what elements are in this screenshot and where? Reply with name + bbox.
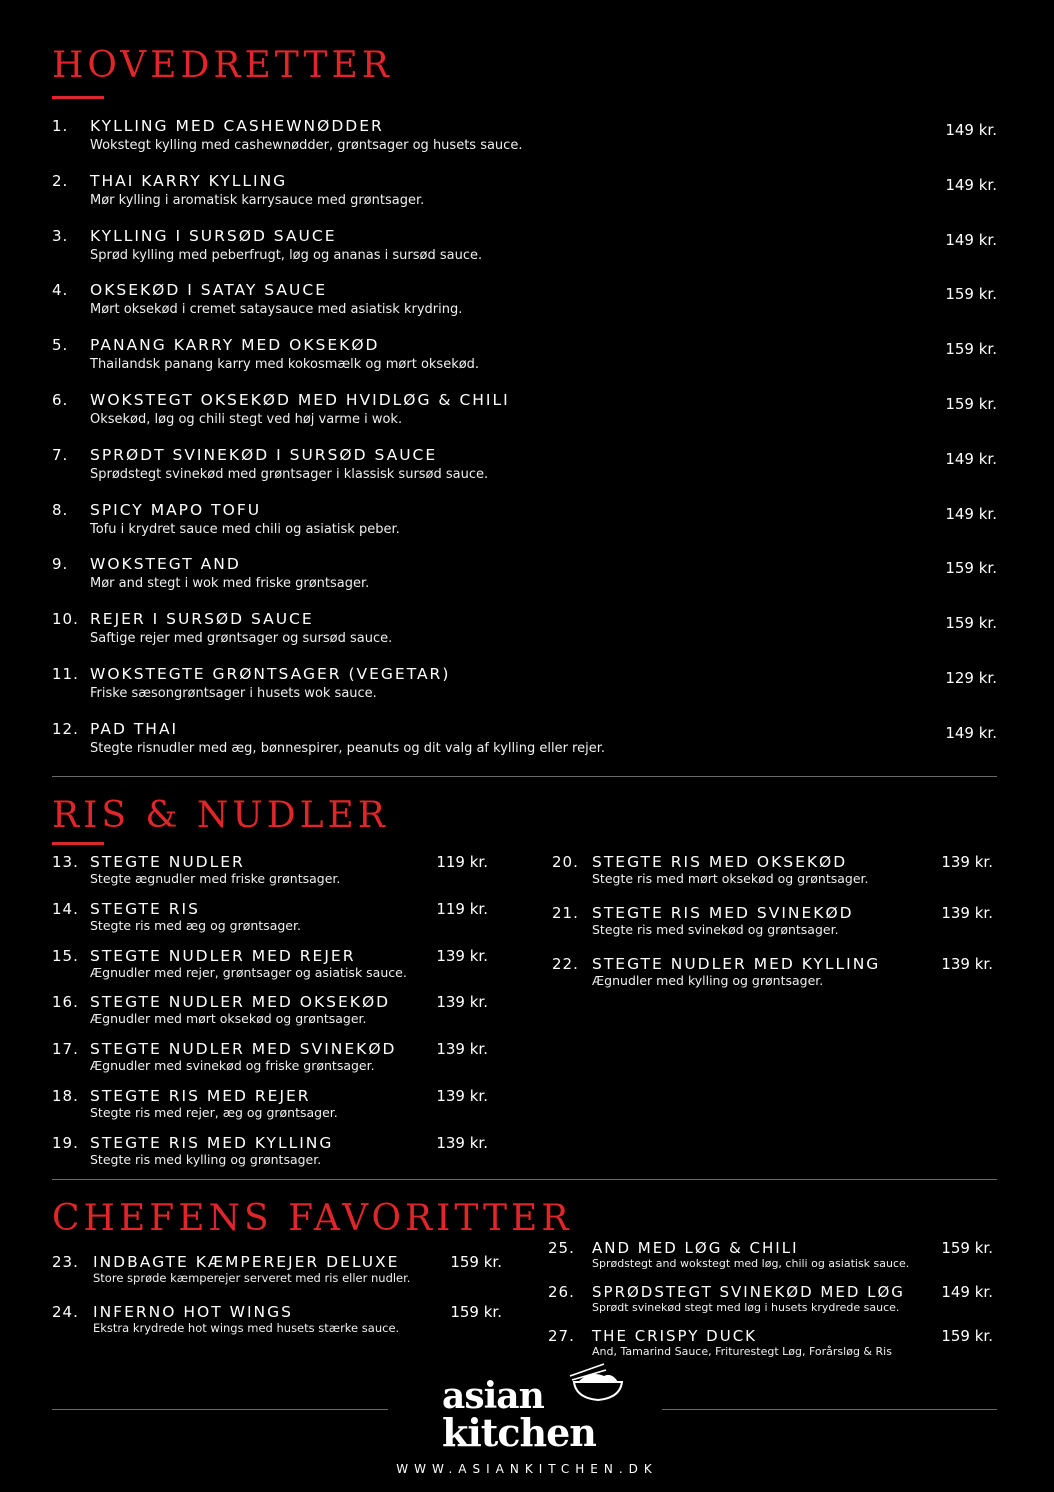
menu-item-number: 8. <box>52 500 69 519</box>
menu-item <box>52 667 997 707</box>
title-underline <box>52 842 104 845</box>
menu-item-name: THE CRISPY DUCK <box>592 1327 758 1345</box>
menu-item-price: 149 kr. <box>941 1283 993 1301</box>
menu-item-number: 10. <box>52 610 79 629</box>
menu-item-description: Wokstegt kylling med cashewnødder, grøntsager og husets sauce. <box>90 138 523 153</box>
menu-item <box>52 445 997 488</box>
menu-item-price: 159 kr. <box>450 1253 502 1271</box>
menu-item-price: 139 kr. <box>436 1040 488 1059</box>
menu-item-name: WOKSTEGTE GRØNTSAGER (VEGETAR) <box>90 665 451 683</box>
menu-item-price: 159 kr. <box>945 395 997 413</box>
menu-item-number: 7. <box>52 445 69 464</box>
menu-item-number: 22. <box>552 955 579 973</box>
menu-item-name: STEGTE NUDLER MED SVINEKØD <box>90 1040 397 1059</box>
menu-item-number: 5. <box>52 336 69 355</box>
logo-word-asian: asian <box>442 1375 544 1417</box>
menu-item-number: 18. <box>52 1087 79 1105</box>
divider <box>52 776 997 777</box>
menu-item-name: STEGTE RIS MED REJER <box>90 1087 311 1105</box>
logo-word-kitchen: kitchen <box>442 1410 596 1455</box>
menu-item-price: 159 kr. <box>945 559 997 578</box>
menu-item-price: 139 kr. <box>941 955 993 973</box>
menu-item <box>52 946 488 985</box>
menu-item-description: Sprød kylling med peberfrugt, løg og ananas i sursød sauce. <box>90 247 483 263</box>
menu-item <box>52 226 997 269</box>
menu-item-description: Ægnudler med svinekød og friske grøntsager. <box>90 1058 375 1074</box>
menu-item-price: 139 kr. <box>436 1133 488 1152</box>
menu-item <box>52 855 488 891</box>
menu-item <box>52 393 997 433</box>
menu-item-name: OKSEKØD I SATAY SAUCE <box>90 281 327 300</box>
menu-item <box>52 995 488 1031</box>
menu-item-price: 159 kr. <box>941 1239 993 1257</box>
menu-item-description: Stegte ris med kylling og grøntsager. <box>90 1151 322 1167</box>
menu-item-description: Stegte ris med rejer, æg og grøntsager. <box>90 1105 338 1120</box>
menu-item-description: Stegte risnudler med æg, bønnespirer, peanuts og dit valg af kylling eller rejer. <box>90 740 606 756</box>
menu-item-description: Thailandsk panang karry med kokosmælk og mørt oksekød. <box>90 357 480 373</box>
menu-item <box>552 957 993 997</box>
menu-item-price: 139 kr. <box>941 853 993 871</box>
menu-item-number: 3. <box>52 226 69 245</box>
menu-item-price: 119 kr. <box>436 853 488 871</box>
menu-item-name: INFERNO HOT WINGS <box>93 1303 293 1321</box>
menu-item-price: 119 kr. <box>436 899 488 918</box>
menu-item-description: Mør and stegt i wok med friske grøntsager. <box>90 576 370 592</box>
asian-kitchen-logo <box>420 1360 640 1460</box>
menu-item-name: AND MED LØG & CHILI <box>592 1239 799 1257</box>
menu-item <box>52 500 997 543</box>
menu-item-price: 159 kr. <box>945 285 997 304</box>
menu-item-name: STEGTE RIS MED OKSEKØD <box>592 853 848 871</box>
menu-item-number: 13. <box>52 853 79 871</box>
menu-item-number: 12. <box>52 719 79 738</box>
menu-item-name: PANANG KARRY MED OKSEKØD <box>90 336 380 355</box>
menu-item-number: 23. <box>52 1253 79 1271</box>
menu-item-name: STEGTE NUDLER <box>90 853 245 871</box>
menu-item-price: 149 kr. <box>945 121 997 139</box>
menu-item <box>552 906 993 946</box>
menu-item <box>52 171 997 214</box>
section-title-main: HOVEDRETTER <box>52 45 393 86</box>
menu-item-number: 11. <box>52 665 79 683</box>
menu-item-name: STEGTE RIS <box>90 899 200 918</box>
menu-item-description: Stegte ægnudler med friske grøntsager. <box>90 871 341 886</box>
menu-item <box>548 1285 993 1325</box>
menu-item <box>52 283 997 323</box>
menu-item-description: Mørt oksekød i cremet sataysauce med asiatisk krydring. <box>90 302 463 318</box>
menu-item <box>52 1133 488 1172</box>
menu-item-name: WOKSTEGT OKSEKØD MED HVIDLØG & CHILI <box>90 391 510 409</box>
menu-item <box>52 899 488 938</box>
menu-item-description: Stegte ris med æg og grøntsager. <box>90 917 301 933</box>
menu-item-description: Store sprøde kæmperejer serveret med ris eller nudler. <box>93 1271 411 1285</box>
menu-item-price: 149 kr. <box>945 504 997 523</box>
menu-item <box>52 719 997 762</box>
menu-item-name: THAI KARRY KYLLING <box>90 171 288 190</box>
menu-item-name: WOKSTEGT AND <box>90 555 241 574</box>
menu-item-price: 159 kr. <box>450 1303 502 1321</box>
title-underline <box>52 96 104 99</box>
menu-item-number: 15. <box>52 946 79 965</box>
menu-item-description: Oksekød, løg og chili stegt ved høj varme i wok. <box>90 412 403 427</box>
menu-item-number: 24. <box>52 1303 79 1321</box>
menu-item <box>548 1241 993 1281</box>
menu-item-description: Stegte ris med mørt oksekød og grøntsager. <box>592 871 869 886</box>
menu-item-name: STEGTE RIS MED KYLLING <box>90 1133 334 1152</box>
menu-item-description: Stegte ris med svinekød og grøntsager. <box>592 922 839 937</box>
menu-item-name: INDBAGTE KÆMPEREJER DELUXE <box>93 1253 400 1271</box>
menu-item-description: Sprødstegt and wokstegt med løg, chili og asiatisk sauce. <box>592 1257 910 1270</box>
menu-item-name: REJER I SURSØD SAUCE <box>90 610 314 629</box>
menu-item-number: 20. <box>552 853 579 871</box>
menu-item-description: Ægnudler med mørt oksekød og grøntsager. <box>90 1011 367 1027</box>
menu-item-description: Ægnudler med kylling og grøntsager. <box>592 973 824 988</box>
divider <box>52 1179 997 1180</box>
menu-item-description: Sprødstegt svinekød med grøntsager i klassisk sursød sauce. <box>90 466 489 482</box>
menu-item-number: 1. <box>52 117 69 135</box>
website-url: WWW.ASIANKITCHEN.DK <box>396 1462 658 1476</box>
menu-item-price: 149 kr. <box>945 175 997 194</box>
menu-item-number: 25. <box>548 1239 575 1257</box>
menu-item-name: STEGTE RIS MED SVINEKØD <box>592 904 854 922</box>
menu-item <box>52 1042 488 1078</box>
menu-item-name: KYLLING MED CASHEWNØDDER <box>90 117 384 135</box>
menu-item <box>552 855 993 895</box>
menu-item-name: KYLLING I SURSØD SAUCE <box>90 226 337 245</box>
menu-item-price: 129 kr. <box>945 669 997 687</box>
footer-divider-right <box>662 1409 997 1410</box>
menu-item-price: 159 kr. <box>941 1327 993 1345</box>
menu-item-description: And, Tamarind Sauce, Friturestegt Løg, Forårsløg & Ris <box>592 1345 892 1358</box>
section-title-ris: RIS & NUDLER <box>52 795 389 836</box>
menu-item-number: 21. <box>552 904 579 922</box>
menu-item-number: 16. <box>52 993 79 1012</box>
menu-item-description: Tofu i krydret sauce med chili og asiatisk peber. <box>90 521 400 537</box>
menu-item-description: Friske sæsongrøntsager i husets wok sauce. <box>90 686 377 701</box>
menu-item-name: STEGTE NUDLER MED OKSEKØD <box>90 993 391 1012</box>
menu-item-description: Mør kylling i aromatisk karrysauce med grøntsager. <box>90 192 425 208</box>
menu-item-number: 26. <box>548 1283 575 1301</box>
menu-item-price: 149 kr. <box>945 723 997 742</box>
menu-item-description: Sprødt svinekød stegt med løg i husets krydrede sauce. <box>592 1301 900 1314</box>
menu-item-number: 2. <box>52 171 69 190</box>
menu-item <box>52 1089 488 1125</box>
menu-item-price: 139 kr. <box>436 993 488 1012</box>
menu-item-price: 149 kr. <box>945 449 997 468</box>
menu-item <box>52 1305 502 1345</box>
menu-item-number: 14. <box>52 899 79 918</box>
menu-item-price: 159 kr. <box>945 614 997 633</box>
menu-item-price: 139 kr. <box>436 1087 488 1105</box>
menu-item-price: 139 kr. <box>436 946 488 965</box>
menu-item-description: Ekstra krydrede hot wings med husets stærke sauce. <box>93 1321 400 1335</box>
menu-item <box>52 119 997 159</box>
footer-divider-left <box>52 1409 388 1410</box>
menu-item-name: STEGTE NUDLER MED KYLLING <box>592 955 881 973</box>
menu-item-name: SPICY MAPO TOFU <box>90 500 262 519</box>
menu-item-name: PAD THAI <box>90 719 179 738</box>
menu-item <box>52 557 997 597</box>
menu-item-name: SPRØDT SVINEKØD I SURSØD SAUCE <box>90 445 438 464</box>
section-title-fav: CHEFENS FAVORITTER <box>52 1198 573 1239</box>
menu-item <box>52 1255 502 1295</box>
menu-item-number: 17. <box>52 1040 79 1059</box>
menu-item-name: STEGTE NUDLER MED REJER <box>90 946 356 965</box>
menu-item-number: 27. <box>548 1327 575 1345</box>
menu-item-number: 6. <box>52 391 69 409</box>
menu-item-price: 159 kr. <box>945 340 997 359</box>
menu-item-description: Ægnudler med rejer, grøntsager og asiatisk sauce. <box>90 964 407 980</box>
menu-item-number: 4. <box>52 281 69 300</box>
menu-item <box>52 338 997 378</box>
menu-item-price: 149 kr. <box>945 230 997 249</box>
menu-item-name: SPRØDSTEGT SVINEKØD MED LØG <box>592 1283 905 1301</box>
bowl-icon <box>560 1362 628 1402</box>
menu-item-number: 19. <box>52 1133 79 1152</box>
menu-item-description: Saftige rejer med grøntsager og sursød sauce. <box>90 631 393 647</box>
menu-item-number: 9. <box>52 555 69 574</box>
menu-item-price: 139 kr. <box>941 904 993 922</box>
menu-item <box>52 612 997 652</box>
